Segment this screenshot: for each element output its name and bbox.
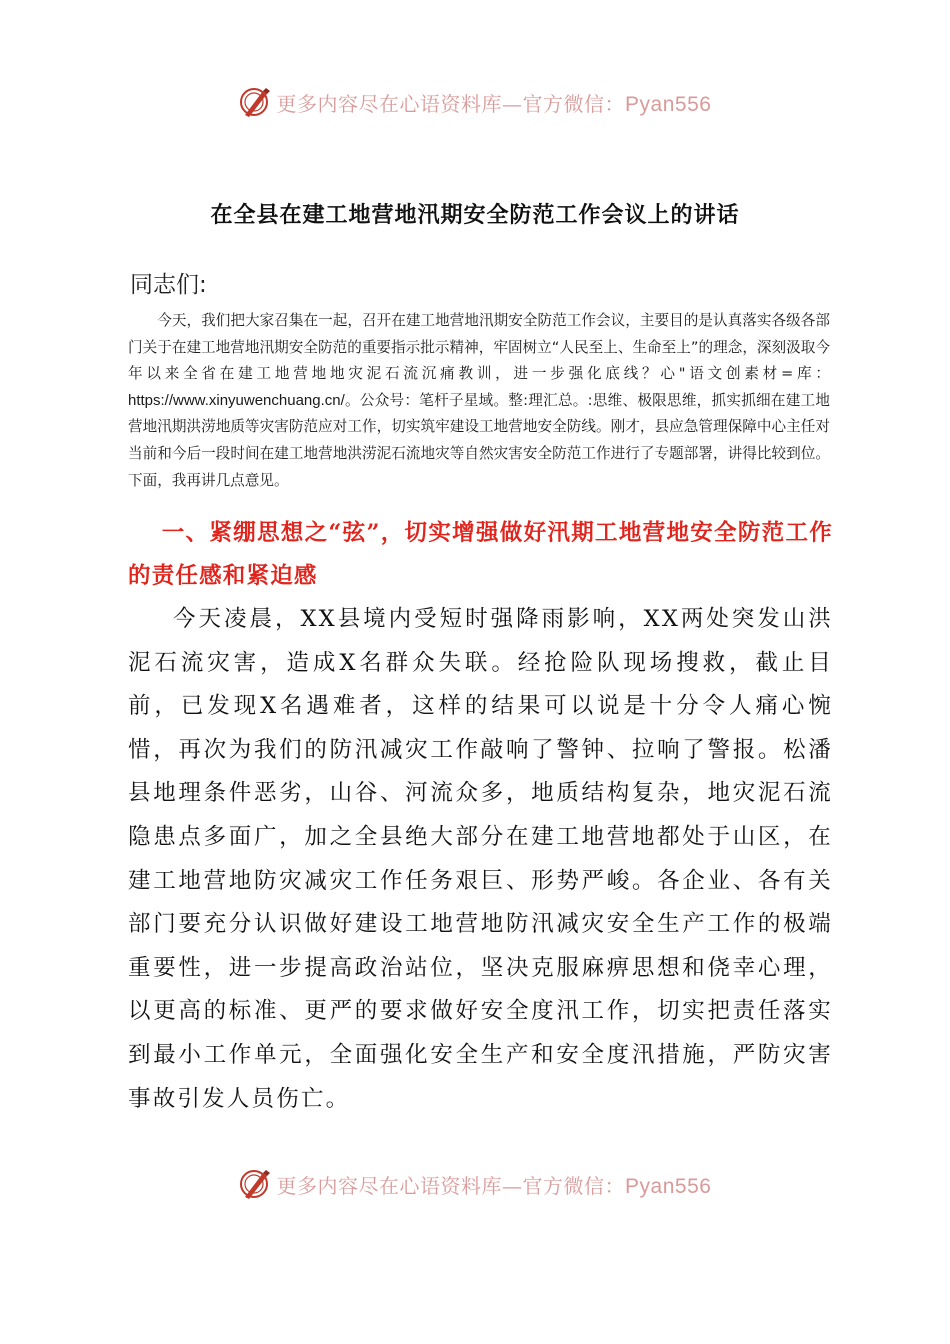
footer-watermark-banner — [0, 1162, 950, 1206]
banner-text: 更多内容尽在心语资料库—官方微信：Pyan556 — [276, 1173, 712, 1198]
wechat-id: Pyan556 — [625, 1174, 712, 1198]
wechat-id: Pyan556 — [625, 92, 712, 116]
document-title: 在全县在建工地营地汛期安全防范工作会议上的讲话 — [210, 203, 740, 228]
body-paragraph: 今天凌晨，XX县境内受短时强降雨影响，XX两处突发山洪泥石流灾害，造成X名群众失联。经抢险队现场搜救，截止目前，已发现X名遇难者，这样的结果可以说是十分令人痛心惋惜，再次为我们的防汛减灾工作敲响了警钟、拉响了警报。松潘县地理条件恶劣，山谷、河流众多，地质结构复杂，地灾泥石流隐患点多面广，加之全县绝大部分在建工地营地都处于山区，在建工地营地防灾减灾工作任务艰巨、形势严峻。各企业、各有关部门要充分认识做好建设工地营地防汛减灾安全生产工作的极端重要性，进一步提高政治站位，坚决克服麻痹思想和侥幸心理，以更高的标准、更严的要求做好安全度汛工作，切实把责任落实到最小工作单元，全面强化安全生产和安全度汛措施，严防灾害事故引发人员伤亡。 — [128, 606, 833, 1112]
header-watermark-banner — [0, 80, 950, 124]
pen-logo-icon — [239, 1167, 273, 1201]
intro-paragraph: 今天，我们把大家召集在一起，召开在建工地营地汛期安全防范工作会议，主要目的是认真落实各级各部门关于在建工地营地汛期安全防范的重要指示批示精神，牢固树立“人民至上、生命至上”的理念，深刻汲取今年以来全省在建工地营地地灾泥石流沉痛教训，进一步强化底线？心"语文创素材=库：https://www.xinyuwenchuang.cn/。公众号：笔杆子星域。整:理汇总。:思维、极限思维，抓实抓细在建工地营地汛期洪涝地质等灾害防范应对工作，切实筑牢建设工地营地安全防线。刚才，县应急管理保障中心主任对当前和今后一段时间在建工地营地洪涝泥石流地灾等自然灾害安全防范工作进行了专题部署，讲得比较到位。下面，我再讲几点意见。 — [128, 312, 830, 489]
intro-url: https://www.xinyuwenchuang.cn/ — [128, 391, 345, 409]
pen-logo-icon — [239, 85, 273, 119]
section-heading-1: 一、紧绷思想之“弦”，切实增强做好汛期工地营地安全防范工作的责任感和紧迫感 — [128, 520, 833, 589]
banner-text: 更多内容尽在心语资料库—官方微信：Pyan556 — [276, 91, 712, 116]
salutation: 同志们: — [130, 272, 207, 298]
